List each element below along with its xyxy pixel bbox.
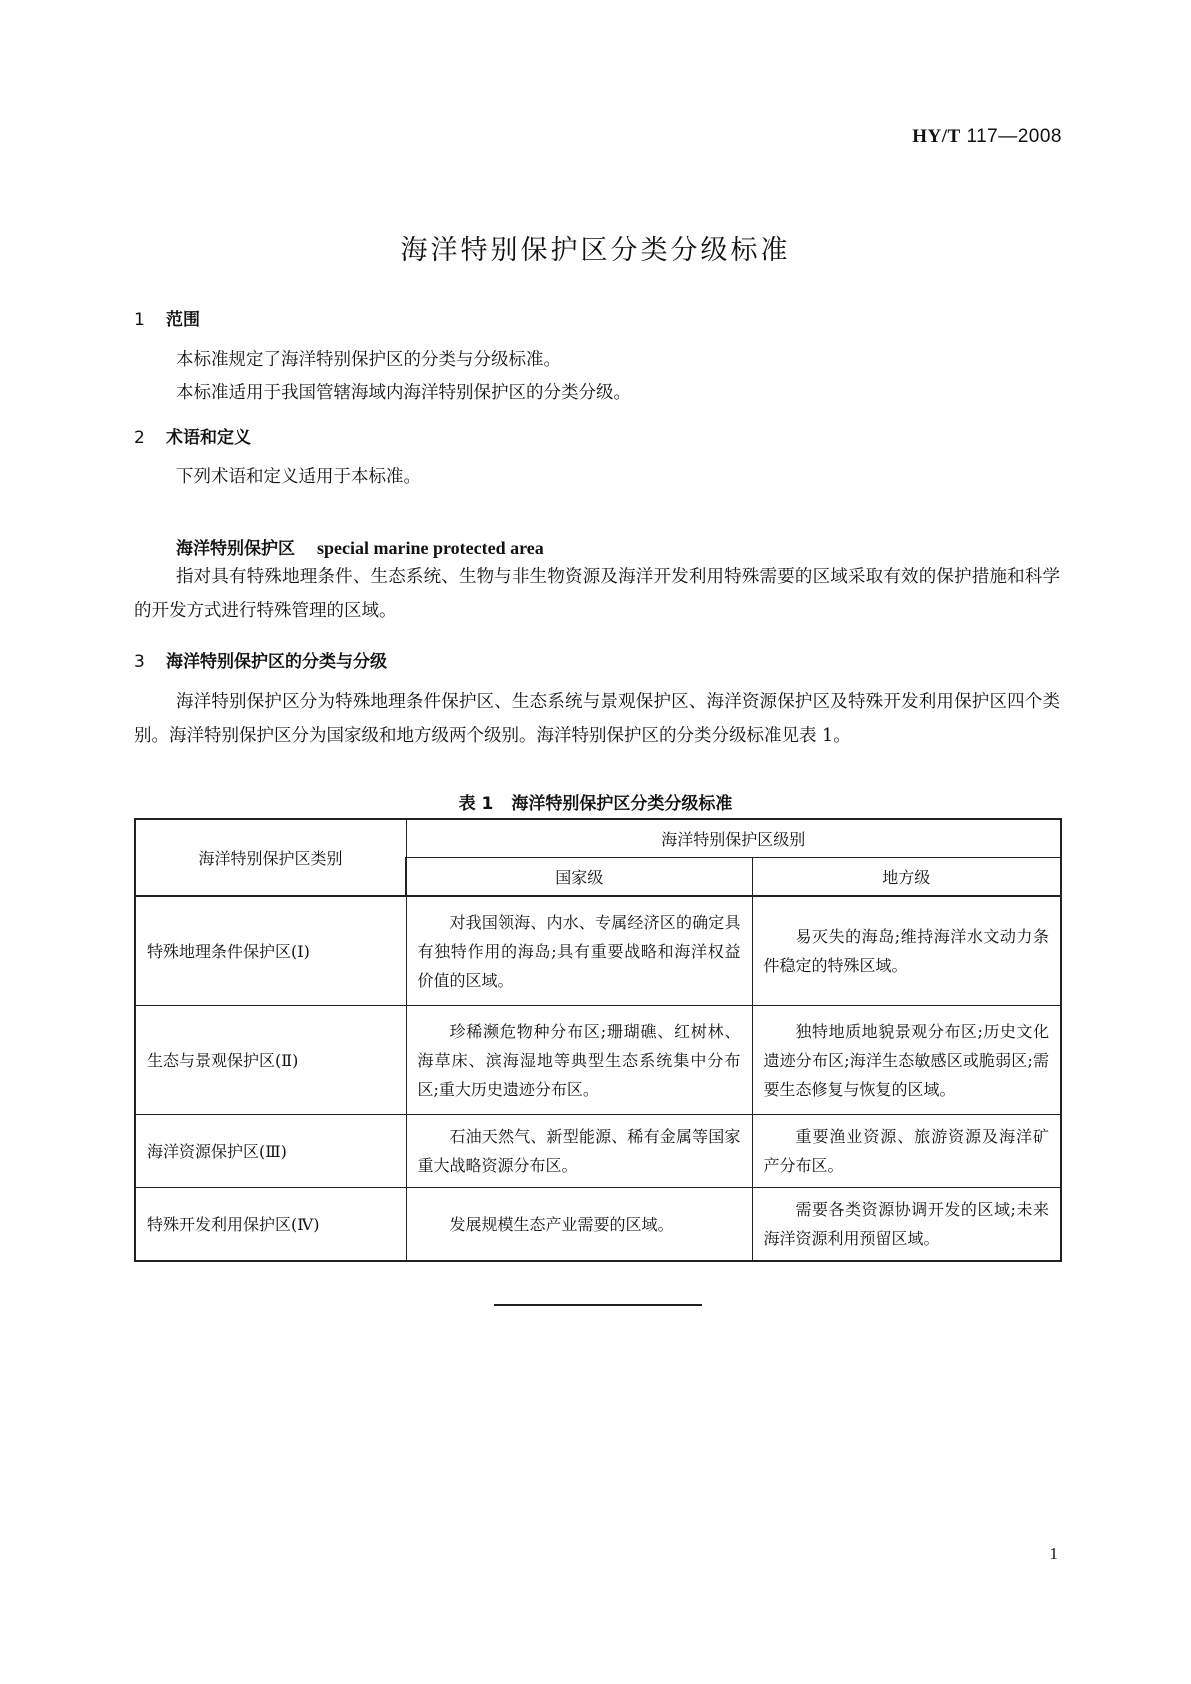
local-text: 易灭失的海岛;维持海洋水文动力条件稳定的特殊区域。 [763,927,1050,975]
section-1-para-1: 本标准规定了海洋特别保护区的分类与分级标准。 [176,350,561,370]
section-1-heading [134,305,200,330]
section-1-para-2: 本标准适用于我国管辖海域内海洋特别保护区的分类分级。 [176,383,631,403]
table-row [135,1115,1061,1188]
section-number: 3 [134,652,145,672]
table-caption-title: 海洋特别保护区分类分级标准 [511,794,733,814]
header-local: 地方级 [752,858,1061,897]
national-cell [406,1188,752,1262]
term-definition: 指对具有特殊地理条件、生态系统、生物与非生物资源及海洋开发利用特殊需要的区域采取有效的保护措施和科学的开发方式进行特殊管理的区域。 [134,567,1060,621]
section-2-para-1: 下列术语和定义适用于本标准。 [176,467,421,487]
header-level: 海洋特别保护区级别 [406,819,1061,858]
section-title: 范围 [166,310,200,330]
header-category: 海洋特别保护区类别 [135,819,406,896]
category-cell: 特殊开发利用保护区(Ⅳ) [135,1188,406,1262]
category-cell: 海洋资源保护区(Ⅲ) [135,1115,406,1188]
category-cell: 生态与景观保护区(Ⅱ) [135,1006,406,1115]
section-3-heading [134,647,387,672]
section-title: 术语和定义 [166,428,251,448]
table-row [135,1006,1061,1115]
term-zh: 海洋特别保护区 [176,539,295,559]
local-text: 重要渔业资源、旅游资源及海洋矿产分布区。 [763,1127,1050,1175]
header-national: 国家级 [406,858,752,897]
term-en: special marine protected area [317,538,544,558]
classification-table [134,818,1062,1262]
section-number: 1 [134,310,145,330]
section-number: 2 [134,428,145,448]
table-caption [0,789,1191,814]
table-row [135,896,1061,1006]
section-2-heading [134,423,251,448]
term-entry [176,534,544,559]
national-cell [406,1006,752,1115]
table-label: 表 1 [458,794,494,814]
section-3-para-1: 海洋特别保护区分为特殊地理条件保护区、生态系统与景观保护区、海洋资源保护区及特殊开发利用保护区四个类别。海洋特别保护区分为国家级和地方级两个级别。海洋特别保护区的分类分级标准见表 1。 [134,692,1060,746]
national-text: 石油天然气、新型能源、稀有金属等国家重大战略资源分布区。 [417,1127,741,1175]
end-rule [494,1304,702,1306]
national-cell [406,896,752,1006]
national-text: 珍稀濒危物种分布区;珊瑚礁、红树林、海草床、滨海湿地等典型生态系统集中分布区;重大历史遗迹分布区。 [417,1021,741,1099]
national-cell [406,1115,752,1188]
standard-year: 117—2008 [966,126,1062,147]
category-cell: 特殊地理条件保护区(Ⅰ) [135,896,406,1006]
standard-code: HY/T [912,126,961,147]
local-cell [752,1115,1061,1188]
document-title: 海洋特别保护区分类分级标准 [400,235,791,266]
local-cell [752,1188,1061,1262]
page-number: 1 [1049,1544,1058,1563]
national-text: 对我国领海、内水、专属经济区的确定具有独特作用的海岛;具有重要战略和海洋权益价值的区域。 [417,912,741,990]
local-cell [752,896,1061,1006]
section-title: 海洋特别保护区的分类与分级 [166,652,387,672]
local-text: 需要各类资源协调开发的区域;未来海洋资源利用预留区域。 [763,1200,1050,1248]
local-cell [752,1006,1061,1115]
table-row [135,1188,1061,1262]
national-text: 发展规模生态产业需要的区域。 [449,1214,674,1234]
local-text: 独特地质地貌景观分布区;历史文化遗迹分布区;海洋生态敏感区或脆弱区;需要生态修复与恢复的区域。 [763,1021,1050,1099]
standard-number [912,126,1062,148]
